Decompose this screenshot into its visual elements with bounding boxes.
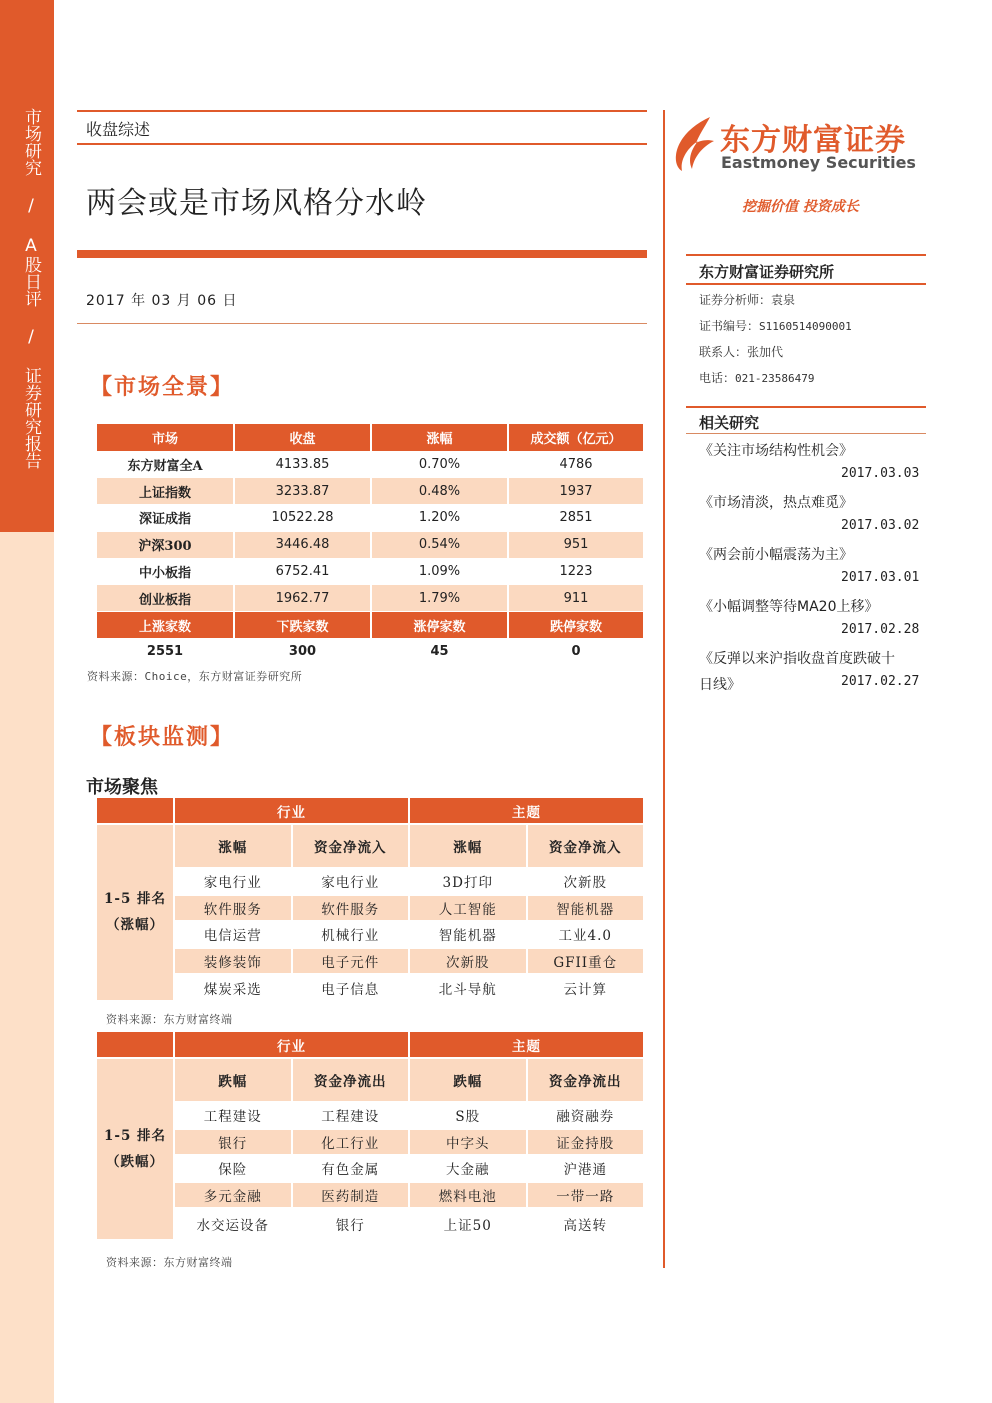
table-cell: 化工行业	[292, 1129, 410, 1156]
table-cell: 人工智能	[409, 895, 527, 922]
losers-source: 资料来源：东方财富终端	[106, 1256, 233, 1269]
table-cell: 沪港通	[527, 1155, 645, 1182]
table-cell: 软件服务	[292, 895, 410, 922]
market-overview-heading: 【市场全景】	[90, 374, 235, 400]
table-cell: 工程建设	[292, 1102, 410, 1129]
cert-label: 证书编号：	[699, 319, 760, 333]
related-report-date: 2017.03.02	[841, 518, 920, 533]
table-cell: 电子信息	[292, 974, 410, 1001]
col-header: 成交额（亿元）	[508, 424, 644, 451]
sidebar-label: 市场研究 / A股日评 / 证券研究报告	[21, 108, 41, 469]
brand-name-en: Eastmoney Securities	[721, 153, 916, 172]
related-rule-top	[686, 406, 926, 408]
turnover-value: 1937	[508, 478, 644, 505]
col-header: 收盘	[234, 424, 371, 451]
related-report-link-cont[interactable]: 日线》	[699, 677, 741, 693]
table-cell: S股	[409, 1102, 527, 1129]
flame-logo-icon	[670, 115, 716, 173]
table-row	[97, 948, 644, 975]
col-header: 跌幅	[174, 1058, 292, 1102]
table-cell: 煤炭采选	[174, 974, 292, 1001]
table-row	[97, 1155, 644, 1182]
turnover-value: 911	[508, 585, 644, 612]
table-row	[97, 974, 644, 1001]
brand-slogan: 挖掘价值 投资成长	[742, 199, 859, 215]
cert-line	[699, 317, 852, 334]
table-row	[97, 895, 644, 922]
rank-label	[97, 824, 174, 1001]
table-cell: 智能机器	[527, 895, 645, 922]
related-report-link[interactable]: 《市场清淡，热点难觅》	[699, 495, 853, 511]
close-value: 3446.48	[234, 531, 371, 558]
index-name: 上证指数	[97, 478, 234, 505]
change-value: 1.09%	[371, 558, 508, 585]
table-cell: GFII重仓	[527, 948, 645, 975]
change-value: 0.48%	[371, 478, 508, 505]
col-header-row	[97, 824, 644, 868]
table-cell: 次新股	[409, 948, 527, 975]
col-header: 资金净流入	[527, 824, 645, 868]
related-report-link[interactable]: 《小幅调整等待MA20上移》	[699, 599, 879, 615]
table-cell: 软件服务	[174, 895, 292, 922]
index-name: 中小板指	[97, 558, 234, 585]
table-cell: 保险	[174, 1155, 292, 1182]
close-value: 1962.77	[234, 585, 371, 612]
table-row	[97, 558, 644, 585]
analyst-line	[699, 291, 795, 308]
column-divider	[663, 110, 665, 1268]
institute-rule-top	[686, 254, 926, 256]
phone-line	[699, 369, 815, 386]
table-cell: 燃料电池	[409, 1182, 527, 1209]
market-overview-table	[97, 424, 645, 666]
group-header-row	[97, 1032, 644, 1058]
turnover-value: 951	[508, 531, 644, 558]
table-cell: 一带一路	[527, 1182, 645, 1209]
table-row	[97, 921, 644, 948]
group-header-industry: 行业	[174, 798, 409, 824]
sector-gainers-table	[97, 798, 645, 1002]
table-cell: 银行	[174, 1129, 292, 1156]
table-row	[97, 1208, 644, 1240]
table-cell: 大金融	[409, 1155, 527, 1182]
table-cell: 云计算	[527, 974, 645, 1001]
analyst-label: 证券分析师：	[699, 293, 772, 307]
table-row	[97, 1182, 644, 1209]
table-cell: 中字头	[409, 1129, 527, 1156]
table-cell: 电子元件	[292, 948, 410, 975]
rank-label	[97, 1058, 174, 1240]
col-header: 资金净流出	[292, 1058, 410, 1102]
table-cell: 高送转	[527, 1208, 645, 1240]
contact-name: 张加代	[747, 345, 784, 359]
sector-losers-table	[97, 1032, 645, 1241]
table-cell: 工程建设	[174, 1102, 292, 1129]
analyst-name: 袁泉	[771, 293, 796, 307]
rank-label-line: 1-5 排名	[103, 1128, 167, 1145]
table-row	[97, 505, 644, 532]
page-title: 两会或是市场风格分水岭	[86, 186, 427, 221]
group-header-theme: 主题	[409, 1032, 644, 1058]
section-tag: 收盘综述	[86, 120, 151, 139]
related-heading: 相关研究	[699, 414, 760, 432]
close-value: 4133.85	[234, 451, 371, 478]
related-report-link[interactable]: 《关注市场结构性机会》	[699, 443, 853, 459]
index-name: 沪深300	[97, 531, 234, 558]
brand-logo	[670, 113, 920, 175]
related-report-date: 2017.03.03	[841, 466, 920, 481]
cert-number: S1160514090001	[759, 320, 852, 333]
count-header: 下跌家数	[234, 612, 371, 639]
col-header-row	[97, 1058, 644, 1102]
table-row	[97, 531, 644, 558]
sector-monitor-heading: 【板块监测】	[90, 724, 235, 750]
table-cell: 电信运营	[174, 921, 292, 948]
table-cell: 3D打印	[409, 868, 527, 895]
turnover-value: 1223	[508, 558, 644, 585]
corner-cell	[97, 1032, 174, 1058]
col-header: 涨幅	[409, 824, 527, 868]
corner-cell	[97, 798, 174, 824]
col-header: 资金净流出	[527, 1058, 645, 1102]
count-value: 45	[371, 639, 508, 666]
col-header: 涨幅	[174, 824, 292, 868]
related-report-date: 2017.02.28	[841, 622, 920, 637]
table-cell: 家电行业	[174, 868, 292, 895]
table-cell: 水交运设备	[174, 1208, 292, 1240]
phone-number: 021-23586479	[735, 372, 815, 385]
table-cell: 工业4.0	[527, 921, 645, 948]
index-name: 创业板指	[97, 585, 234, 612]
table-cell: 次新股	[527, 868, 645, 895]
contact-line	[699, 343, 783, 360]
change-value: 1.79%	[371, 585, 508, 612]
header-rule-top	[77, 110, 647, 112]
table-header-row	[97, 424, 644, 451]
close-value: 10522.28	[234, 505, 371, 532]
counts-row	[97, 639, 644, 666]
related-report-date: 2017.03.01	[841, 570, 920, 585]
phone-label: 电话：	[699, 371, 736, 385]
rank-label-line: （跌幅）	[106, 1154, 164, 1171]
count-header: 跌停家数	[508, 612, 644, 639]
institute-name: 东方财富证券研究所	[699, 263, 835, 281]
table-cell: 多元金融	[174, 1182, 292, 1209]
rank-label-line: 1-5 排名	[103, 891, 167, 908]
table-row	[97, 1102, 644, 1129]
table-row	[97, 478, 644, 505]
table-row	[97, 585, 644, 612]
table-cell: 融资融券	[527, 1102, 645, 1129]
change-value: 1.20%	[371, 505, 508, 532]
col-header: 跌幅	[409, 1058, 527, 1102]
table-cell: 北斗导航	[409, 974, 527, 1001]
table-row	[97, 451, 644, 478]
institute-rule	[686, 283, 926, 285]
rank-label-line: （涨幅）	[106, 917, 164, 934]
index-name: 东方财富全A	[97, 451, 234, 478]
contact-label: 联系人：	[699, 345, 748, 359]
related-report-link[interactable]: 《两会前小幅震荡为主》	[699, 547, 853, 563]
count-value: 300	[234, 639, 371, 666]
table-cell: 证金持股	[527, 1129, 645, 1156]
table-row	[97, 868, 644, 895]
report-date: 2017 年 03 月 06 日	[86, 293, 238, 309]
count-value: 2551	[97, 639, 234, 666]
group-header-theme: 主题	[409, 798, 644, 824]
overview-source: 资料来源：Choice，东方财富证券研究所	[87, 670, 303, 683]
related-rule	[686, 433, 926, 434]
group-header-industry: 行业	[174, 1032, 409, 1058]
turnover-value: 4786	[508, 451, 644, 478]
table-cell: 银行	[292, 1208, 410, 1240]
table-cell: 家电行业	[292, 868, 410, 895]
table-cell: 医药制造	[292, 1182, 410, 1209]
table-cell: 上证50	[409, 1208, 527, 1240]
table-row	[97, 1129, 644, 1156]
col-header: 市场	[97, 424, 234, 451]
sidebar	[0, 0, 54, 1403]
table-cell: 有色金属	[292, 1155, 410, 1182]
count-header: 上涨家数	[97, 612, 234, 639]
index-name: 深证成指	[97, 505, 234, 532]
col-header: 涨幅	[371, 424, 508, 451]
brand-name-cn: 东方财富证券	[720, 123, 906, 158]
related-report-date: 2017.02.27	[841, 674, 920, 689]
table-cell: 智能机器	[409, 921, 527, 948]
gainers-source: 资料来源：东方财富终端	[106, 1013, 233, 1026]
table-cell: 装修装饰	[174, 948, 292, 975]
title-bar	[77, 250, 647, 258]
change-value: 0.70%	[371, 451, 508, 478]
header-rule	[77, 143, 647, 145]
counts-header-row	[97, 612, 644, 639]
group-header-row	[97, 798, 644, 824]
related-report-link[interactable]: 《反弹以来沪指收盘首度跌破十	[699, 651, 895, 667]
close-value: 6752.41	[234, 558, 371, 585]
col-header: 资金净流入	[292, 824, 410, 868]
table-cell: 机械行业	[292, 921, 410, 948]
count-header: 涨停家数	[371, 612, 508, 639]
count-value: 0	[508, 639, 644, 666]
date-rule	[77, 323, 647, 324]
close-value: 3233.87	[234, 478, 371, 505]
market-focus-subheading: 市场聚焦	[86, 777, 158, 798]
turnover-value: 2851	[508, 505, 644, 532]
change-value: 0.54%	[371, 531, 508, 558]
